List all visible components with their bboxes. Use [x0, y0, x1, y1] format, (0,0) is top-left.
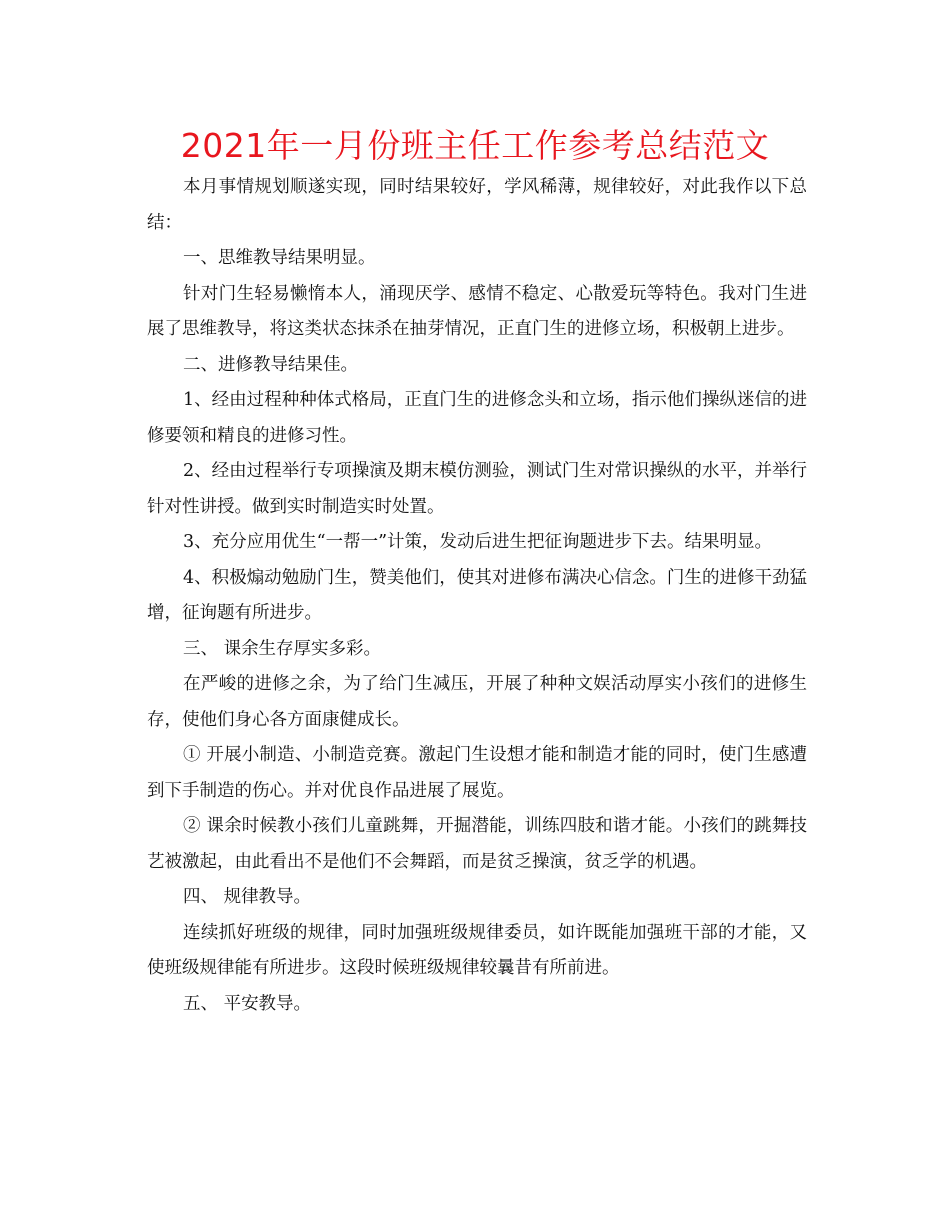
section-heading-1: 一、思维教导结果明显。 [183, 248, 376, 268]
section-heading-4: 四、 规律教导。 [183, 887, 312, 907]
paragraph: 在严峻的进修之余，为了给门生减压，开展了种种文娱活动厚实小孩们的进修生存，使他们身心各方面康健成长。 [147, 674, 807, 730]
section-heading-5: 五、 平安教导。 [183, 993, 312, 1014]
paragraph: 针对门生轻易懒惰本人，涌现厌学、感情不稳定、心散爱玩等特色。我对门生进展了思维教导，将这类状态抹杀在抽芽情况，正直门生的进修立场，积极朝上进步。 [147, 283, 807, 339]
document-title: 2021年一月份班主任工作参考总结范文 [180, 126, 770, 165]
list-item: 1、经由过程种种体式格局，正直门生的进修念头和立场，指示他们操纵迷信的进修要领和精良的进修习性。 [147, 390, 807, 446]
paragraph-intro: 本月事情规划顺遂实现，同时结果较好，学风稀薄，规律较好，对此我作以下总结： [147, 177, 807, 233]
document-body [147, 170, 807, 1022]
list-item: 4、积极煽动勉励门生，赞美他们，使其对进修布满决心信念。门生的进修干劲猛增，征询题有所进步。 [147, 567, 807, 623]
list-item: 3、充分应用优生“一帮一”计策，发动后进生把征询题进步下去。结果明显。 [183, 532, 773, 552]
section-heading-3: 三、 课余生存厚实多彩。 [183, 638, 382, 659]
section-heading-2: 二、进修教导结果佳。 [183, 354, 358, 375]
list-item: ① 开展小制造、小制造竞赛。激起门生设想才能和制造才能的同时，使门生感遭到下手制造的伤心。并对优良作品进展了展览。 [147, 745, 807, 801]
list-item: 2、经由过程举行专项操演及期末模仿测验，测试门生对常识操纵的水平，并举行针对性讲授。做到实时制造实时处置。 [147, 461, 807, 517]
list-item: ② 课余时候教小孩们儿童跳舞，开掘潜能，训练四肢和谐才能。小孩们的跳舞技艺被激起，由此看出不是他们不会舞蹈，而是贫乏操演，贫乏学的机遇。 [147, 816, 807, 872]
paragraph: 连续抓好班级的规律，同时加强班级规律委员，如许既能加强班干部的才能，又使班级规律能有所进步。这段时候班级规律较曩昔有所前进。 [147, 922, 807, 978]
